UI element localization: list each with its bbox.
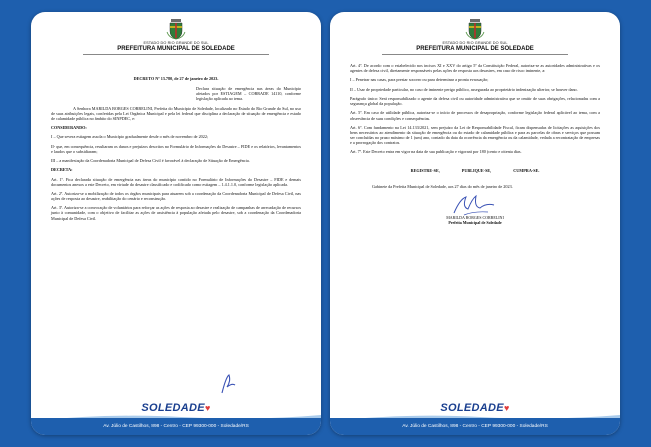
soledade-logo: SOLEDADE♥ [141,402,211,414]
paragraph-unico: Parágrafo único: Será responsabilizado o agente da defesa civil ou autoridade administrativa que se omitir de suas obrigações, relacionadas com a segurança global da população. [350,96,600,107]
decreta-title: DECRETA: [51,167,73,173]
article: Art. 2º. Autoriza-se a mobilização de todos os órgãos municipais para atuarem sob a coordenação da Coordenadoria Municipal de Defesa Civil, nas ações de resposta ao desastre, reabilitação do cenário e reconstrução. [51,191,301,202]
footer-address: Av. Júlio de Castilhos, 898 - Centro - CEP 99300-000 - Soledade/RS [330,418,620,435]
city-hall-name: PREFEITURA MUNICIPAL DE SOLEDADE [416,45,534,52]
comply-text: CUMPRA-SE. [513,168,540,174]
considerando-item: I – Que severa estiagem assola o Município gradualmente desde o mês de novembro de 2022; [51,134,209,140]
decree-number: DECRETO Nº 13.780, de 27 de janeiro de 2023. [133,76,219,82]
document-page-2 [330,12,620,435]
signer-title: Prefeita Municipal de Soledade [448,219,502,225]
article: Art. 4º. De acordo com o estabelecido nos incisos XI e XXV do artigo 5º da Constituição Federal, autoriza-se as autoridades administrativas e os agentes de defesa civil, diretamente responsáveis pelas ações de resposta aos desastres, em caso de risco iminente, a: [350,63,600,74]
initials-signature [216,373,240,395]
article: Art. 5º. Em caso de utilidade pública, autoriza-se o início de processos de desapropriação, conforme legislação federal aplicável ao tema, com a observância de suas condições e consequências. [350,110,600,121]
document-body [31,76,321,221]
article-item: I – Penetrar nas casas, para prestar socorro ou para determinar a pronta evacuação; [350,77,489,83]
signer-name: MARILDA BORGES CORBELINI [446,214,504,220]
soledade-logo: SOLEDADE♥ [440,402,510,414]
header-divider [83,54,269,55]
coat-of-arms-icon [166,18,186,40]
letterhead [330,18,620,54]
state-name: ESTADO DO RIO GRANDE DO SUL [442,41,508,45]
register-line [350,168,600,173]
footer-address: Av. Júlio de Castilhos, 898 - Centro - CEP 99300-000 - Soledade/RS [31,418,321,435]
letterhead [31,18,321,54]
article: Art. 1º. Fica declarada situação de emergência nas áreas do município contido no Formulário de Informações do Desastre – FIDE e demais documentos anexos a este Decreto, em virtude do desastre classificado e codificado como estiagem – 1.4.1.1.0, conforme legislação aplicada. [51,176,301,187]
document-page-1 [31,12,321,435]
register-text: REGISTRE-SE, [410,168,440,174]
article: Art. 6º. Com fundamento na Lei 14.133/2021, sem prejuízo da Lei de Responsabilidade Fiscal, ficam dispensadas de licitações as aquisições dos bens necessários ao atendimento da situação de emergência ou do estado de calamidade pública e para as parcelas de obras e serviços que possam ser concluídas no prazo máximo de 1 (um) ano, contado da data da ocorrência da emergência ou da calamidade, vedada a recontratação de empresas e a prorrogação dos contratos. [350,124,600,146]
article: Art. 3º. Autoriza-se a convocação de voluntários para reforçar as ações de resposta ao desastre e realização de campanhas de arrecadação de recursos junto à comunidade, com o objetivo de facilitar as ações de assistência à população afetada pelo desastre, sob a coordenação da Coordenadoria Municipal de Defesa Civil. [51,205,301,221]
preamble: A Senhora MARILDA BORGES CORBELINI, Prefeita do Município de Soledade, localizado no Estado do Rio Grande do Sul, no uso de suas atribuições legais, conferidas pela Lei Orgânica Municipal e pela lei federal que disciplina a declaração de situação de emergência e estado de calamidade pública no âmbito do SINPDEC, e: [51,105,301,121]
coat-of-arms-icon [465,18,485,40]
cabinet-date: Gabinete da Prefeita Municipal de Soledade, aos 27 dias do mês de janeiro de 2023. [372,183,513,189]
signature [450,193,500,217]
header-divider [382,54,568,55]
article: Art. 7º. Este Decreto entra em vigor na data de sua publicação e vigorará por 180 (cento e oitenta dias. [350,149,522,155]
publish-text: PUBLIQUE-SE, [461,168,492,174]
considerando-item: II- que, em consequência, resultaram os danos e prejuízos descritos no Formulário de Informações do Desastre – FIDE e os relatórios, levantamentos e laudos que o subsidiaram; [51,143,301,154]
considerando-item: III – a manifestação da Coordenadoria Municipal de Defesa Civil é favorável à declaração de Situação de Emergência. [51,158,250,164]
city-hall-name: PREFEITURA MUNICIPAL DE SOLEDADE [117,45,235,52]
signature-area [350,193,600,215]
state-name: ESTADO DO RIO GRANDE DO SUL [143,41,209,45]
considerando-title: CONSIDERANDO: [51,125,87,131]
document-body [330,63,620,225]
decree-ementa: Declara situação de emergência nas áreas do Município afetados por ESTIAGEM – COBRADE 14110, conforme legislação aplicada ao tema. [196,86,301,102]
article-item: II – Usar de propriedade particular, no caso de iminente perigo público, assegurada ao proprietário indenização ulterior, se houver dano. [350,86,578,92]
